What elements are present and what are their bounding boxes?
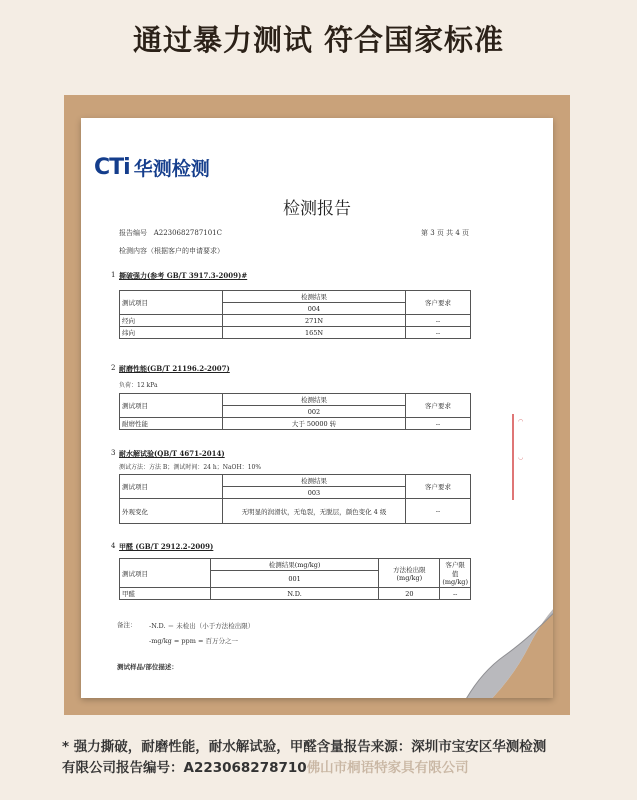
table-cell: 大于 50000 转 xyxy=(223,418,406,430)
table-header: 检测结果 xyxy=(223,394,406,406)
remarks-label: 备注： xyxy=(117,621,137,629)
logo-name: 华测检测 xyxy=(133,158,210,180)
table-header: 测试项目 xyxy=(120,291,223,315)
report-number-label: 报告编号 xyxy=(119,229,147,237)
section-1-title xyxy=(111,271,248,281)
report-paper xyxy=(81,118,553,698)
table-cell: -- xyxy=(406,499,471,524)
table-cell: 耐磨性能 xyxy=(120,418,223,430)
section-number: 1 xyxy=(111,271,116,279)
sample-id: 001 xyxy=(210,571,379,588)
content-line: 检测内容（根据客户的申请要求） xyxy=(119,247,224,255)
section-number: 3 xyxy=(111,449,116,457)
section-number: 4 xyxy=(111,542,116,550)
report-title: 检测报告 xyxy=(283,199,351,219)
section-2-title xyxy=(111,364,230,374)
table-cell: 165N xyxy=(223,327,406,339)
cti-logo xyxy=(94,154,210,181)
footer-report-number: 有限公司报告编号：A223068278710 xyxy=(62,760,307,776)
section-4-title xyxy=(111,542,214,552)
table-header: 测试项目 xyxy=(120,394,223,418)
section-3-title xyxy=(111,449,225,459)
section-2-note: 负荷：12 kPa xyxy=(119,382,158,389)
table-header: 测试项目 xyxy=(120,559,211,588)
table-cell: 20 xyxy=(379,588,440,600)
table-header: 客户要求 xyxy=(406,291,471,315)
section-heading: 耐水解试验(QB/T 4671-2014) xyxy=(119,449,225,458)
table-cell: 无明显的润滑状，无龟裂，无脱层，颜色变化 4 级 xyxy=(223,499,406,524)
section-heading: 耐磨性能(GB/T 21196.2-2007) xyxy=(119,364,230,373)
report-number xyxy=(119,228,222,238)
sample-id: 002 xyxy=(223,406,406,418)
table-header: 客户限值 (mg/kg) xyxy=(440,559,471,588)
table-cell: 经向 xyxy=(120,315,223,327)
section-3-note: 测试方法：方法 B；测试时间：24 h；NaOH：10% xyxy=(119,464,262,471)
table-header: 测试项目 xyxy=(120,475,223,499)
table-row xyxy=(120,327,471,339)
footer-line-1: * 强力撕破，耐磨性能，耐水解试验，甲醛含量报告来源：深圳市宝安区华测检测 xyxy=(62,739,547,755)
table-header: 检测结果 xyxy=(223,291,406,303)
table-cell: -- xyxy=(406,315,471,327)
table-cell: -- xyxy=(440,588,471,600)
headline: 通过暴力测试 符合国家标准 xyxy=(132,23,505,57)
logo-mark: CTi xyxy=(94,155,130,180)
table-header: 检测结果(mg/kg) xyxy=(210,559,379,571)
table-cell: 271N xyxy=(223,315,406,327)
red-stamp: ◠ ◡ xyxy=(512,414,536,500)
section-number: 2 xyxy=(111,364,116,372)
page-info: 第 3 页 共 4 页 xyxy=(421,229,470,237)
footer-line-2 xyxy=(62,758,622,779)
section-2-table xyxy=(119,393,471,430)
table-cell: -- xyxy=(406,327,471,339)
remark-line: -N.D. ＝ 未检出（小于方法检出限） xyxy=(149,622,255,630)
section-1-table xyxy=(119,290,471,339)
table-header: 检测结果 xyxy=(223,475,406,487)
table-cell: 纬向 xyxy=(120,327,223,339)
remark-line: -mg/kg = ppm = 百万分之一 xyxy=(149,637,238,645)
table-row xyxy=(120,499,471,524)
watermark-text: 佛山市桐语特家具有限公司 xyxy=(306,760,469,776)
page-curl xyxy=(409,586,553,698)
report-number-value: A2230682787101C xyxy=(153,229,222,237)
section-heading: 甲醛 (GB/T 2912.2-2009) xyxy=(119,542,214,551)
table-cell: 外观变化 xyxy=(120,499,223,524)
table-header: 客户要求 xyxy=(406,475,471,499)
table-header: 方法检出限 (mg/kg) xyxy=(379,559,440,588)
table-cell: N.D. xyxy=(210,588,379,600)
sample-heading: 测试样品/部位描述： xyxy=(117,663,178,671)
remarks xyxy=(117,620,254,645)
table-row xyxy=(120,315,471,327)
table-header: 客户要求 xyxy=(406,394,471,418)
section-3-table xyxy=(119,474,471,524)
table-cell: -- xyxy=(406,418,471,430)
sample-id: 004 xyxy=(223,303,406,315)
footer-caption xyxy=(62,737,622,779)
sample-id: 003 xyxy=(223,487,406,499)
table-cell: 甲醛 xyxy=(120,588,211,600)
table-row xyxy=(120,418,471,430)
section-heading: 撕破强力(参考 GB/T 3917.3-2009)# xyxy=(119,271,248,280)
